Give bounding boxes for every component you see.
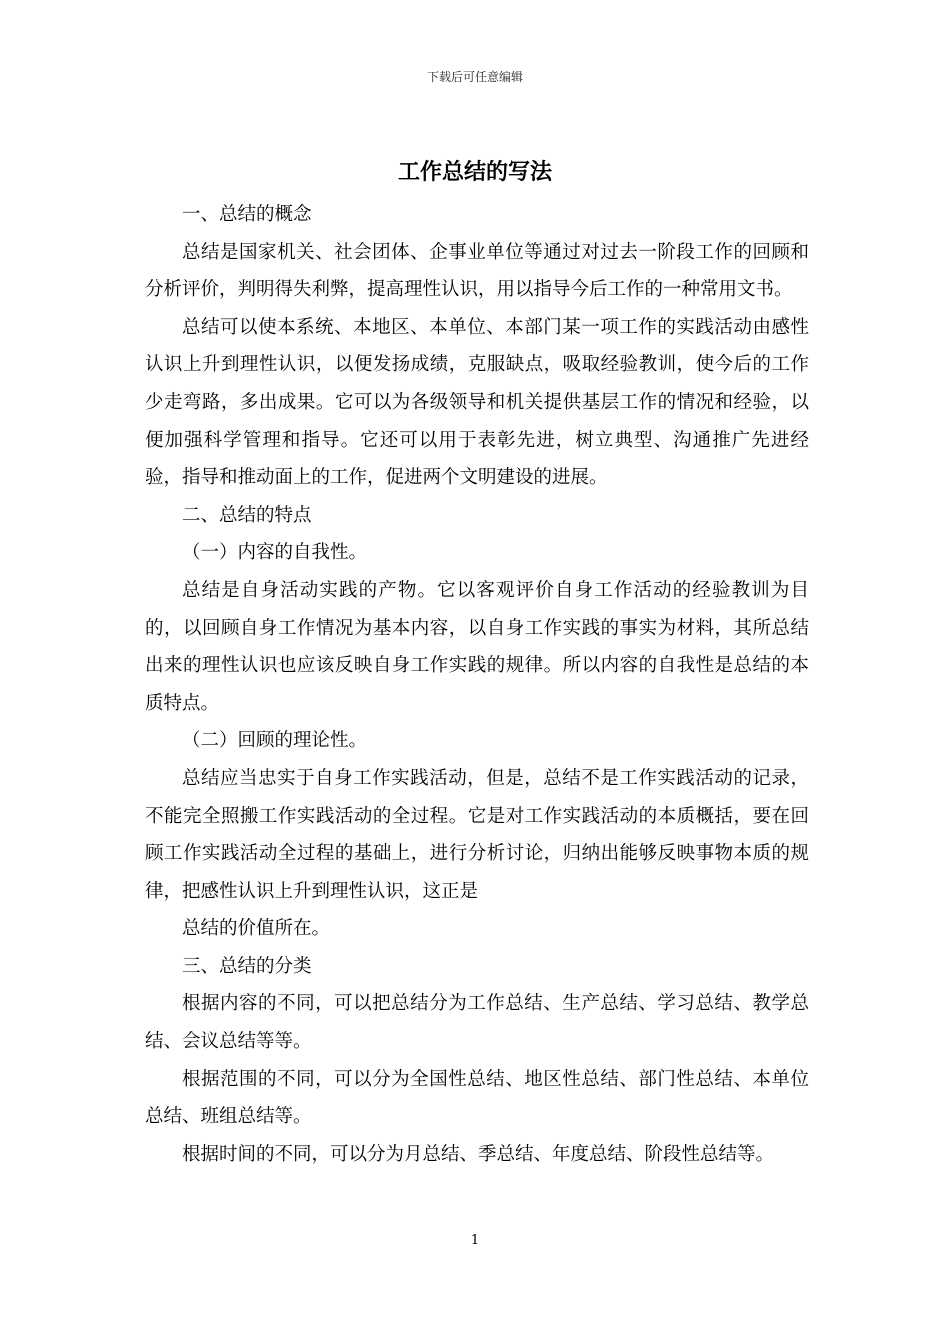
paragraph: 总结可以使本系统、本地区、本单位、本部门某一项工作的实践活动由感性认识上升到理性认识，以便发扬成绩，克服缺点，吸取经验教训，使今后的工作少走弯路，多出成果。它可以为各级领导和机关提供基层工作的情况和经验，以便加强科学管理和指导。它还可以用于表彰先进，树立典型、沟通推广先进经验，指导和推动面上的工作，促进两个文明建设的进展。 [145, 316, 809, 489]
subsection-heading: （一）内容的自我性。 [182, 542, 368, 564]
paragraph: 总结是自身活动实践的产物。它以客观评价自身工作活动的经验教训为目的，以回顾自身工作情况为基本内容，以自身工作实践的事实为材料，其所总结出来的理性认识也应该反映自身工作实践的规律。所以内容的自我性是总结的本质特点。 [145, 579, 809, 714]
page-number: 1 [470, 1233, 480, 1248]
paragraph: 根据时间的不同，可以分为月总结、季总结、年度总结、阶段性总结等。 [182, 1143, 775, 1165]
section-heading-concept: 一、总结的概念 [182, 204, 312, 225]
paragraph: 总结是国家机关、社会团体、企事业单位等通过对过去一阶段工作的回顾和分析评价，判明得失利弊，提高理性认识，用以指导今后工作的一种常用文书。 [145, 241, 809, 301]
paragraph: 根据范围的不同，可以分为全国性总结、地区性总结、部门性总结、本单位总结、班组总结等。 [145, 1068, 809, 1128]
subsection-heading: （二）回顾的理论性。 [182, 730, 368, 752]
section-heading-classification: 三、总结的分类 [182, 955, 312, 977]
document-title: 工作总结的写法 [397, 159, 552, 185]
section-heading-features: 二、总结的特点 [182, 504, 312, 526]
paragraph: 总结应当忠实于自身工作实践活动，但是，总结不是工作实践活动的记录，不能完全照搬工作实践活动的全过程。它是对工作实践活动的本质概括，要在回顾工作实践活动全过程的基础上，进行分析讨论，归纳出能够反映事物本质的规律，把感性认识上升到理性认识，这正是 [145, 767, 809, 902]
page-header-note: 下载后可任意编辑 [426, 70, 523, 84]
paragraph: 根据内容的不同，可以把总结分为工作总结、生产总结、学习总结、教学总结、会议总结等等。 [145, 993, 809, 1053]
document-body [145, 196, 809, 1173]
paragraph: 总结的价值所在。 [182, 918, 331, 940]
